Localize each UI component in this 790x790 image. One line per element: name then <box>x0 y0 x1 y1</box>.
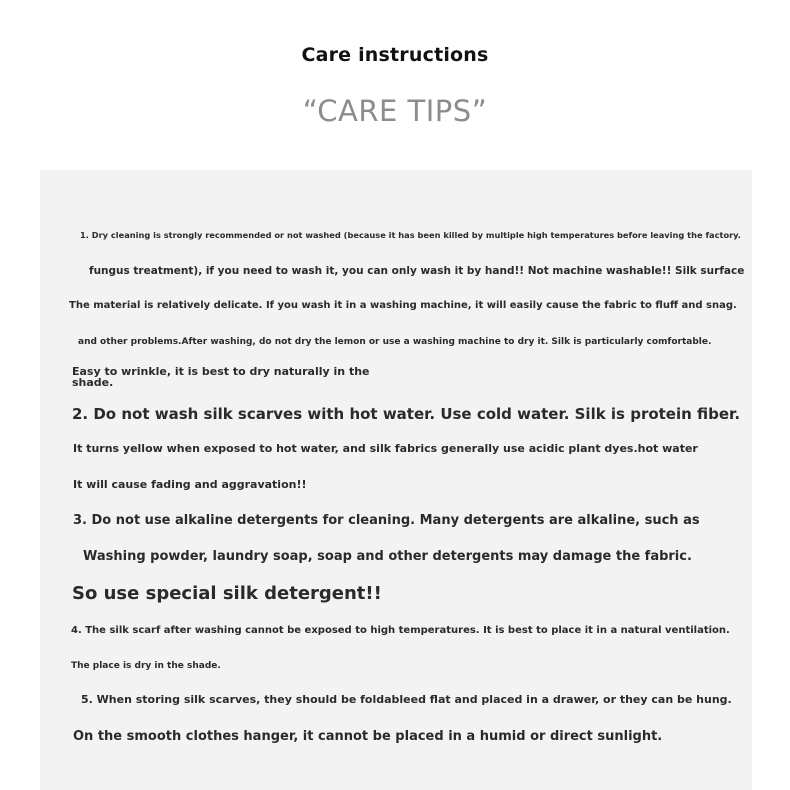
instruction-line-1-4: and other problems.After washing, do not dry the lemon or use a washing machine to dry it. Silk is particularly comfortable. <box>78 337 712 347</box>
instruction-line-1-1: 1. Dry cleaning is strongly recommended or not washed (because it has been killed by multiple high temperatures before leaving the factory. <box>80 230 741 240</box>
instruction-line-1-2: fungus treatment), if you need to wash it, you can only wash it by hand!! Not machine washable!! Silk surface <box>89 265 745 277</box>
instruction-line-2-2: It turns yellow when exposed to hot water, and silk fabrics generally use acidic plant dyes.hot water <box>73 442 698 455</box>
instruction-line-3-3: So use special silk detergent!! <box>72 583 382 604</box>
care-instructions-panel <box>40 170 752 790</box>
instruction-line-1-3: The material is relatively delicate. If you wash it in a washing machine, it will easily cause the fabric to fluff and snag. <box>69 300 737 311</box>
page-title: Care instructions <box>301 44 489 66</box>
instruction-line-4-1: 4. The silk scarf after washing cannot be exposed to high temperatures. It is best to place it in a natural ventilation. <box>71 625 730 636</box>
instruction-line-3-1: 3. Do not use alkaline detergents for cleaning. Many detergents are alkaline, such as <box>73 513 700 528</box>
instruction-line-5-1: 5. When storing silk scarves, they should be foldableed flat and placed in a drawer, or they can be hung. <box>81 693 732 706</box>
instruction-line-3-2: Washing powder, laundry soap, soap and other detergents may damage the fabric. <box>83 549 692 564</box>
instruction-line-4-2: The place is dry in the shade. <box>71 661 221 671</box>
instruction-line-1-5: Easy to wrinkle, it is best to dry naturally in the <box>72 365 370 378</box>
page-subtitle: “CARE TIPS” <box>302 94 488 128</box>
instruction-line-1-6: shade. <box>72 376 114 389</box>
instruction-line-5-2: On the smooth clothes hanger, it cannot be placed in a humid or direct sunlight. <box>73 729 663 744</box>
instruction-line-2-3: It will cause fading and aggravation!! <box>73 478 307 491</box>
instruction-line-2-1: 2. Do not wash silk scarves with hot water. Use cold water. Silk is protein fiber. <box>72 405 741 423</box>
